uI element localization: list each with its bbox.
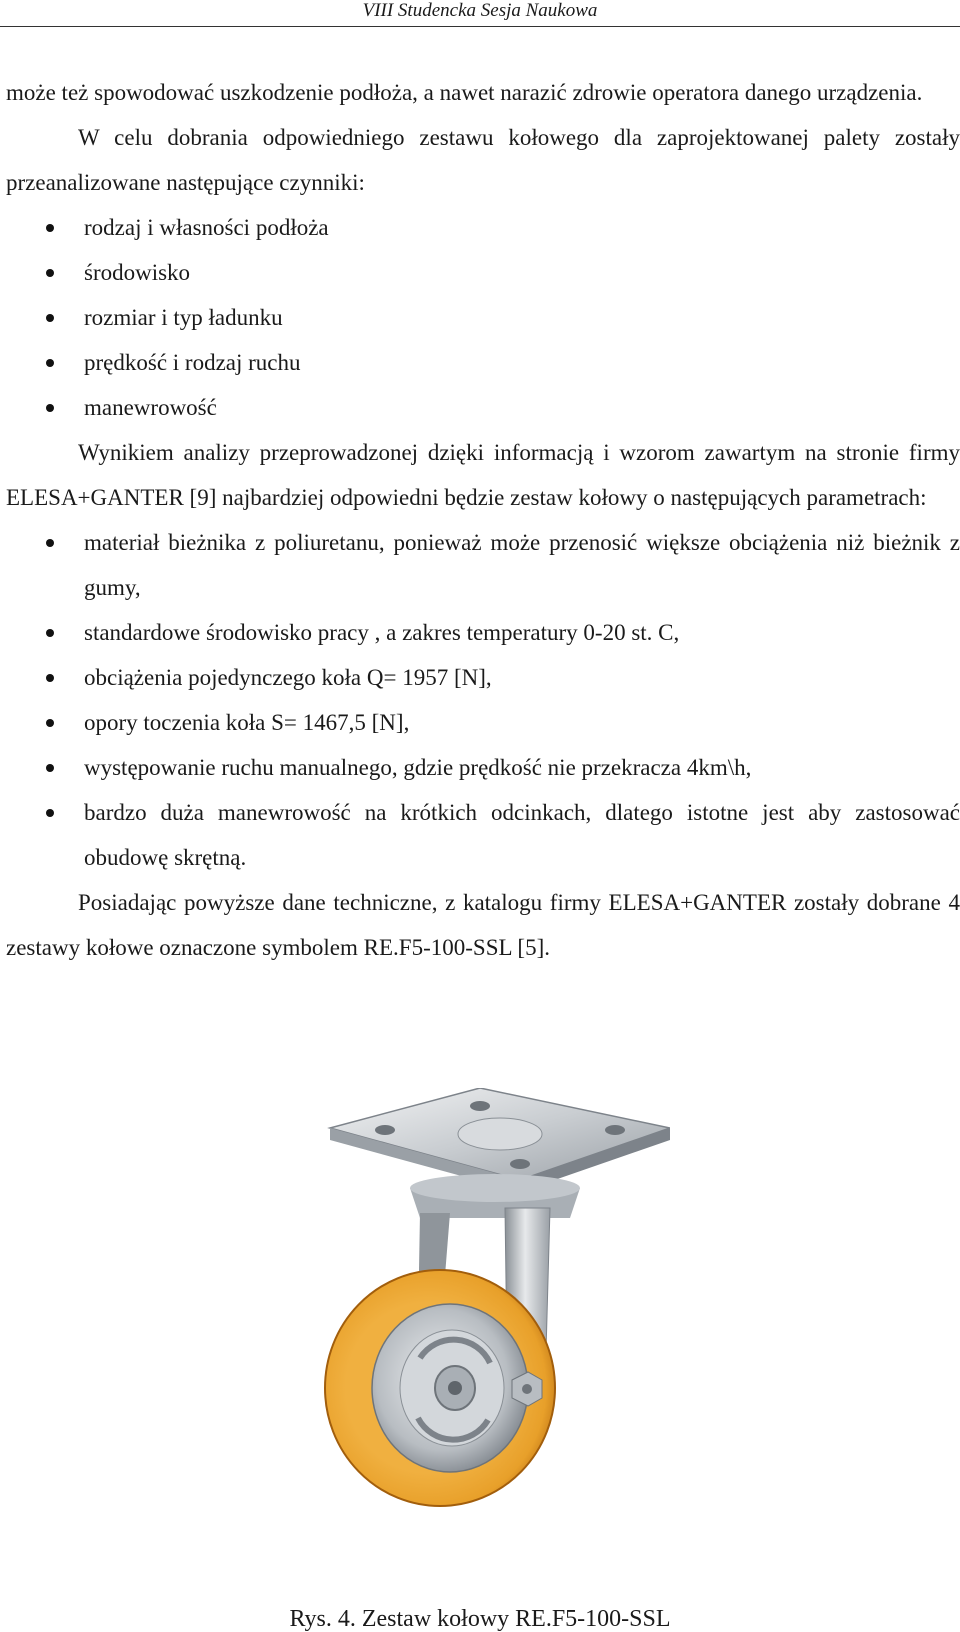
list-item: środowisko bbox=[6, 250, 960, 295]
swivel-housing bbox=[410, 1174, 580, 1218]
caster-wheel-illustration bbox=[290, 1088, 670, 1508]
list-item: manewrowość bbox=[6, 385, 960, 430]
document-body bbox=[6, 70, 960, 970]
parameters-list bbox=[6, 520, 960, 880]
list-item: obciążenia pojedynczego koła Q= 1957 [N], bbox=[6, 655, 960, 700]
list-item: prędkość i rodzaj ruchu bbox=[6, 340, 960, 385]
page-header bbox=[0, 0, 960, 27]
list-item: występowanie ruchu manualnego, gdzie prędkość nie przekracza 4km\h, bbox=[6, 745, 960, 790]
paragraph-4: Posiadając powyższe dane techniczne, z katalogu firmy ELESA+GANTER zostały dobrane 4 zestawy kołowe oznaczone symbolem RE.F5-100-SSL [5]. bbox=[6, 890, 960, 960]
list-item: standardowe środowisko pracy , a zakres temperatury 0-20 st. C, bbox=[6, 610, 960, 655]
caster-wheel-image bbox=[290, 1088, 670, 1508]
list-item: bardzo duża manewrowość na krótkich odcinkach, dlatego istotne jest aby zastosować obudowę skrętną. bbox=[6, 790, 960, 880]
paragraph-1: może też spowodować uszkodzenie podłoża, a nawet narazić zdrowie operatora danego urządzenia. bbox=[6, 80, 923, 105]
figure-caption: Rys. 4. Zestaw kołowy RE.F5-100-SSL bbox=[289, 1606, 671, 1632]
running-title: VIII Studencka Sesja Naukowa bbox=[362, 0, 598, 21]
list-item: opory toczenia koła S= 1467,5 [N], bbox=[6, 700, 960, 745]
list-item: rodzaj i własności podłoża bbox=[6, 205, 960, 250]
paragraph-3: Wynikiem analizy przeprowadzonej dzięki informacją i wzorom zawartym na stronie firmy ELESA+GANTER [9] najbardziej odpowiedni będzie zestaw kołowy o następujących parametrach: bbox=[6, 440, 960, 510]
paragraph-2: W celu dobrania odpowiedniego zestawu kołowego dla zaprojektowanej palety zostały przeanalizowane następujące czynniki: bbox=[6, 125, 960, 195]
factors-list bbox=[6, 205, 960, 430]
list-item: rozmiar i typ ładunku bbox=[6, 295, 960, 340]
list-item: materiał bieżnika z poliuretanu, ponieważ może przenosić większe obciążenia niż bieżnik z gumy, bbox=[6, 520, 960, 610]
